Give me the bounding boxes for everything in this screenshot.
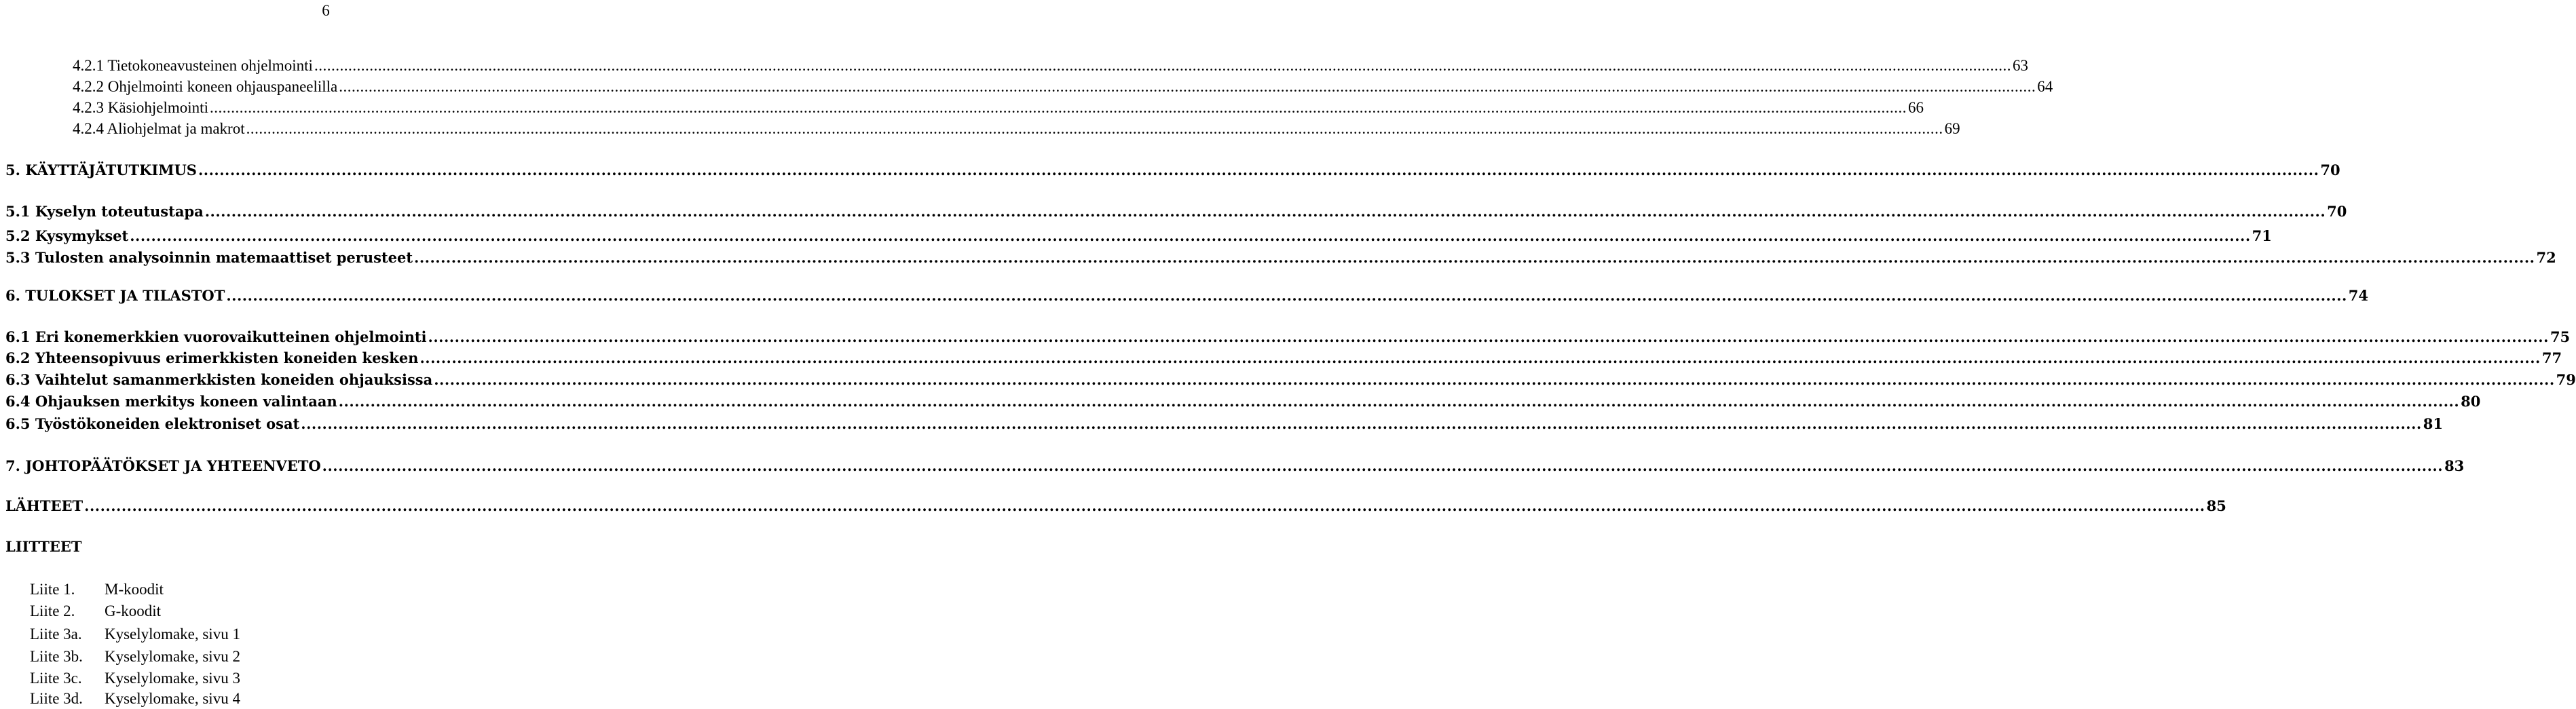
toc-chapter-page: 74 bbox=[2348, 287, 2369, 304]
toc-entry-page: 63 bbox=[2012, 57, 2028, 74]
toc-entry-page: 80 bbox=[2461, 393, 2481, 410]
toc-entry-title: 4.2.2 Ohjelmointi koneen ohjauspaneelilla bbox=[73, 78, 338, 95]
attachment-item[interactable] bbox=[30, 624, 240, 645]
dot-leader: ................................................................................................................................................................................................................................................................................................................................................................................................................ bbox=[246, 120, 1943, 137]
toc-entry-title: 5.2 Kysymykset bbox=[5, 227, 129, 244]
dot-leader: ................................................................................................................................................................................................................................................................................................................................................................................................................ bbox=[84, 497, 2205, 514]
dot-leader: ................................................................................................................................................................................................................................................................................................................................................................................................................ bbox=[314, 57, 2011, 74]
attachment-name: Kyselylomake, sivu 4 bbox=[105, 690, 240, 707]
toc-entry-page: 79 bbox=[2556, 371, 2576, 388]
toc-entry-title: 6.2 Yhteensopivuus erimerkkisten koneiden kesken bbox=[5, 349, 419, 366]
dot-leader: ................................................................................................................................................................................................................................................................................................................................................................................................................ bbox=[204, 203, 2326, 220]
attachment-name: M-koodit bbox=[105, 581, 164, 598]
attachment-item[interactable] bbox=[30, 579, 164, 600]
toc-entry-4-2-4[interactable] bbox=[73, 119, 1960, 139]
attachment-label: Liite 3b. bbox=[30, 648, 83, 665]
toc-entry-page: 72 bbox=[2536, 249, 2556, 266]
toc-entry-title: 4.2.3 Käsiohjelmointi bbox=[73, 99, 208, 116]
dot-leader: ................................................................................................................................................................................................................................................................................................................................................................................................................ bbox=[130, 227, 2251, 244]
attachments-heading: LIITTEET bbox=[5, 538, 82, 555]
dot-leader: ................................................................................................................................................................................................................................................................................................................................................................................................................ bbox=[428, 328, 2549, 345]
toc-entry-title: 4.2.1 Tietokoneavusteinen ohjelmointi bbox=[73, 57, 313, 74]
toc-chapter-5[interactable] bbox=[5, 160, 2340, 180]
toc-entry-title: 6.5 Työstökoneiden elektroniset osat bbox=[5, 415, 300, 432]
toc-entry-6-5[interactable] bbox=[5, 414, 2443, 434]
toc-entry-title: 6.4 Ohjauksen merkitys koneen valintaan bbox=[5, 393, 337, 410]
toc-entry-4-2-2[interactable] bbox=[73, 77, 2053, 97]
toc-chapter-page: 70 bbox=[2320, 161, 2340, 178]
toc-entry-page: 70 bbox=[2327, 203, 2347, 220]
toc-entry-4-2-1[interactable] bbox=[73, 56, 2028, 76]
toc-chapter-title: 5. KÄYTTÄJÄTUTKIMUS bbox=[5, 161, 197, 178]
attachment-item[interactable] bbox=[30, 601, 161, 621]
toc-chapter-6[interactable] bbox=[5, 286, 2369, 306]
toc-entry-page: 81 bbox=[2423, 415, 2443, 432]
attachment-item[interactable] bbox=[30, 689, 240, 709]
dot-leader: ................................................................................................................................................................................................................................................................................................................................................................................................................ bbox=[419, 349, 2541, 366]
toc-entry-6-2[interactable] bbox=[5, 348, 2562, 368]
attachment-label: Liite 3c. bbox=[30, 670, 82, 687]
attachment-name: Kyselylomake, sivu 1 bbox=[105, 626, 240, 643]
attachment-label: Liite 3a. bbox=[30, 626, 82, 643]
dot-leader: ................................................................................................................................................................................................................................................................................................................................................................................................................ bbox=[322, 457, 2444, 474]
toc-entry-title: 6.1 Eri konemerkkien vuorovaikutteinen ohjelmointi bbox=[5, 328, 427, 345]
toc-entry-title: 4.2.4 Aliohjelmat ja makrot bbox=[73, 120, 245, 137]
page-number: 6 bbox=[322, 2, 330, 19]
toc-entry-page: 64 bbox=[2037, 78, 2053, 95]
dot-leader: ................................................................................................................................................................................................................................................................................................................................................................................................................ bbox=[209, 99, 1907, 116]
dot-leader: ................................................................................................................................................................................................................................................................................................................................................................................................................ bbox=[198, 161, 2319, 178]
toc-chapter-title: LÄHTEET bbox=[5, 497, 83, 514]
attachment-label: Liite 2. bbox=[30, 602, 75, 619]
toc-chapter-title: 7. JOHTOPÄÄTÖKSET JA YHTEENVETO bbox=[5, 457, 321, 474]
toc-entry-title: 5.1 Kyselyn toteutustapa bbox=[5, 203, 204, 220]
attachment-name: Kyselylomake, sivu 3 bbox=[105, 670, 240, 687]
dot-leader: ................................................................................................................................................................................................................................................................................................................................................................................................................ bbox=[434, 371, 2555, 388]
toc-entry-6-4[interactable] bbox=[5, 391, 2481, 412]
attachment-name: G-koodit bbox=[105, 602, 162, 619]
dot-leader: ................................................................................................................................................................................................................................................................................................................................................................................................................ bbox=[301, 415, 2422, 432]
dot-leader: ................................................................................................................................................................................................................................................................................................................................................................................................................ bbox=[339, 78, 2036, 95]
attachment-label: Liite 3d. bbox=[30, 690, 83, 707]
dot-leader: ................................................................................................................................................................................................................................................................................................................................................................................................................ bbox=[414, 249, 2535, 266]
toc-chapter-title: 6. TULOKSET JA TILASTOT bbox=[5, 287, 225, 304]
toc-entry-page: 75 bbox=[2550, 328, 2571, 345]
toc-chapter-7[interactable] bbox=[5, 456, 2465, 476]
attachment-item[interactable] bbox=[30, 647, 240, 667]
toc-entry-5-2[interactable] bbox=[5, 226, 2272, 246]
toc-chapter-page: 83 bbox=[2444, 457, 2465, 474]
toc-entry-page: 71 bbox=[2252, 227, 2272, 244]
toc-entry-5-3[interactable] bbox=[5, 248, 2556, 268]
toc-entry-title: 6.3 Vaihtelut samanmerkkisten koneiden ohjauksissa bbox=[5, 371, 433, 388]
attachment-item[interactable] bbox=[30, 668, 240, 689]
toc-chapter-page: 85 bbox=[2206, 497, 2226, 514]
attachment-name: Kyselylomake, sivu 2 bbox=[105, 648, 240, 665]
toc-entry-4-2-3[interactable] bbox=[73, 98, 1924, 118]
toc-entry-6-3[interactable] bbox=[5, 370, 2576, 390]
toc-references[interactable] bbox=[5, 496, 2226, 516]
toc-entry-page: 77 bbox=[2541, 349, 2562, 366]
toc-entry-5-1[interactable] bbox=[5, 202, 2347, 222]
toc-entry-title: 5.3 Tulosten analysoinnin matemaattiset perusteet bbox=[5, 249, 413, 266]
attachment-label: Liite 1. bbox=[30, 581, 75, 598]
toc-entry-page: 69 bbox=[1944, 120, 1960, 137]
dot-leader: ................................................................................................................................................................................................................................................................................................................................................................................................................ bbox=[226, 287, 2347, 304]
toc-entry-6-1[interactable] bbox=[5, 327, 2571, 347]
dot-leader: ................................................................................................................................................................................................................................................................................................................................................................................................................ bbox=[338, 393, 2460, 410]
toc-entry-page: 66 bbox=[1907, 99, 1924, 116]
